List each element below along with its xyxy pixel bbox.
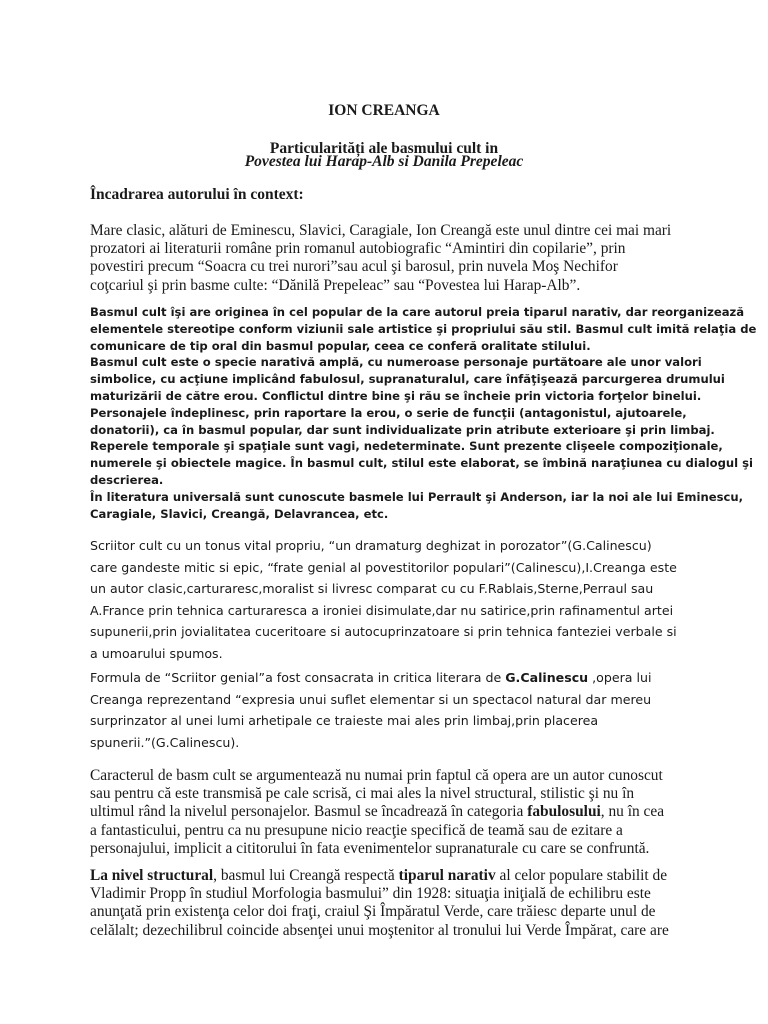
text-run: ,opera lui <box>588 670 652 685</box>
text-line: donatorii), ca în basmul popular, dar sunt individualizate prin atribute exterioare şi prin limbaj. <box>90 422 715 437</box>
text-run: ultimul rând la nivelul personajelor. Basmul se încadrează în categoria <box>90 803 528 821</box>
text-line: maturizării de către erou. Conflictul dintre bine şi rău se încheie prin victoria forţelor binelui. <box>90 388 702 403</box>
text-run: al celor populare stabilit de <box>495 867 668 884</box>
bold-text: fabulosului <box>527 803 601 821</box>
text-line: simbolice, cu acţiune implicând fabulosul, supranaturalul, care înfăţişează parcurgerea drumului <box>90 372 725 387</box>
text-run: , nu în cea <box>600 803 665 821</box>
document-title: ION CREANGA <box>328 102 440 119</box>
text-run: , basmul lui Creangă respectă <box>213 867 399 884</box>
text-line: anunţată prin existenţa celor doi fraţi, craiul Şi Împăratul Verde, care trăiesc departe unul de <box>90 903 656 921</box>
text-line: Basmul cult îşi are originea în cel popular de la care autorul preia tiparul narativ, dar reorganizează <box>90 305 745 319</box>
text-line: Basmul cult este o specie narativă amplă, cu numeroase personaje purtătoare ale unor valori <box>90 355 702 370</box>
paragraph-nivel-structural <box>90 867 678 940</box>
text-line: În literatura universală sunt cunoscute basmele lui Perrault şi Anderson, iar la noi ale lui Eminescu, <box>90 489 744 504</box>
paragraph-scriitor-cult <box>90 535 678 665</box>
text-line: care gandeste mitic si epic, “frate genial al povestitorilor populari”(Calinescu),I.Creanga este <box>90 559 677 575</box>
text-line: Personajele îndeplinesc, prin raportare la erou, o serie de funcţii (antagonistul, ajutoarele, <box>90 405 687 420</box>
text-line: comunicare de tip oral din basmul popular, ceea ce conferă oralitate stilului. <box>90 338 591 353</box>
text-line: sau pentru că este transmisă pe cale scrisă, ci mai ales la nivel structural, stilistic şi nu în <box>90 785 635 803</box>
paragraph-basm-cult <box>90 304 757 522</box>
text-line: personajului, implicit a cititorului în fata evenimentelor supranaturale cu care se confruntă. <box>90 839 650 857</box>
text-line: Creanga reprezentand “expresia unui suflet elementar si un spectacol natural dar mereu <box>90 691 652 707</box>
text-line: Caracterul de basm cult se argumentează nu numai prin faptul că opera are un autor cunoscut <box>90 767 663 784</box>
text-line: prozatori ai literaturii române prin romanul autobiografic “Amintiri din copilarie”, prin <box>90 240 626 258</box>
text-run: Formula de “Scriitor genial”a fost consacrata in critica literara de <box>90 670 506 685</box>
text-line: coţcariul şi prin basme culte: “Dănilă Prepeleac” sau “Povestea lui Harap-Alb”. <box>90 276 581 294</box>
paragraph-scriitor-genial <box>90 667 678 753</box>
bold-text: La nivel structural <box>90 867 214 884</box>
subtitle-line-2: Povestea lui Harap-Alb si Danila Prepeleac <box>244 153 524 170</box>
text-line: Caragiale, Slavici, Creangă, Delavrancea, etc. <box>90 506 389 521</box>
text-line: elementele stereotipe conform viziunii sale artistice şi propriului său stil. Basmul cult imită relaţia de <box>90 321 757 336</box>
text-line <box>90 667 678 689</box>
text-line: spunerii.”(G.Calinescu). <box>90 734 240 750</box>
text-line: A.France prin tehnica carturaresca a ironiei disimulate,dar nu satirice,prin rafinamentul artei <box>90 602 674 618</box>
subtitle-line-1: Particularități ale basmului cult in <box>269 140 499 157</box>
paragraph-context <box>90 222 678 295</box>
text-line: numerele şi obiectele magice. În basmul cult, stilul este elaborat, se îmbină naraţiunea cu dialogul şi <box>90 456 754 471</box>
text-line: un autor clasic,carturaresc,moralist si livresc comparat cu cu F.Rablais,Sterne,Perraul sau <box>90 581 654 597</box>
section-heading: Încadrarea autorului în context: <box>90 186 304 203</box>
text-line <box>90 803 678 821</box>
bold-text: tiparul narativ <box>398 867 496 884</box>
text-line: Vladimir Propp în studiul Morfologia basmului” din 1928: situaţia iniţială de echilibru este <box>90 885 651 903</box>
bold-text: G.Calinescu <box>505 670 589 685</box>
text-line: supunerii,prin jovialitatea cuceritoare si autocuprinzatoare si prin tehnica fanteziei verbale si <box>90 624 677 640</box>
text-line <box>90 867 678 885</box>
text-line: a fantasticului, pentru ca nu presupune nicio reacţie specifică de teamă sau de ezitare a <box>90 821 623 839</box>
text-line: Reperele temporale şi spaţiale sunt vagi, nedeterminate. Sunt prezente clişeele compoziţionale, <box>90 439 723 454</box>
text-line: povestiri precum “Soacra cu trei nurori”sau acul şi barosul, prin nuvela Moş Nechifor <box>90 258 618 276</box>
text-line: Mare clasic, alături de Eminescu, Slavici, Caragiale, Ion Creangă este unul dintre cei mai mari <box>90 222 672 239</box>
text-line: surprinzator al unei lumi arhetipale ce traieste mai ales prin limbaj,prin placerea <box>90 713 599 729</box>
paragraph-caracterul <box>90 767 678 858</box>
text-line: descrierea. <box>90 472 164 487</box>
text-line: a umoarului spumos. <box>90 645 223 661</box>
text-line: celălalt; dezechilibrul coincide absenţei unui moştenitor al tronului lui Verde Împărat, care are <box>90 921 669 939</box>
text-line: Scriitor cult cu un tonus vital propriu, “un dramaturg deghizat in porozator”(G.Calinescu) <box>90 538 652 553</box>
